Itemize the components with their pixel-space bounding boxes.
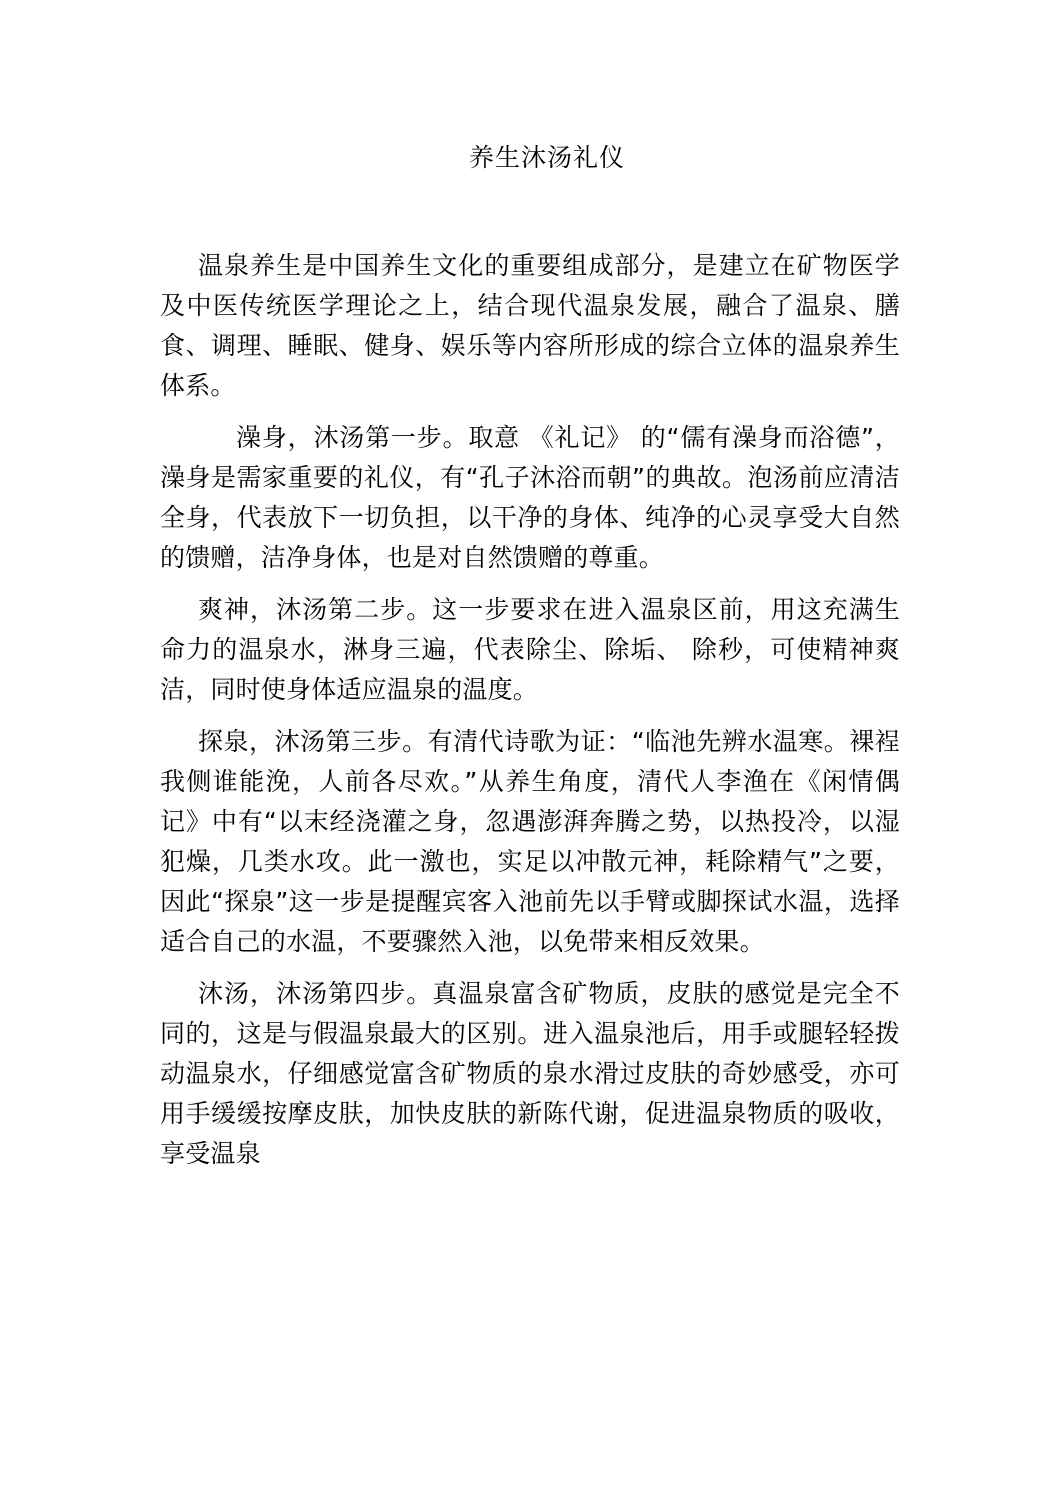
- paragraph-step-two: 爽神，沐汤第二步。这一步要求在进入温泉区前，用这充满生命力的温泉水，淋身三遍，代表除尘、除垢、 除秒，可使精神爽洁，同时使身体适应温泉的温度。: [160, 595, 900, 704]
- paragraph-step-three: 探泉，沐汤第三步。有清代诗歌为证：“临池先辨水温寒。裸裎我侧谁能浼，人前各尽欢。”从养生角度，清代人李渔在《闲情偶记》中有“以末经浇灌之身，忽遇澎湃奔腾之势，以热投冷，以湿犯燥，几类水攻。此一激也，实足以冲散元神，耗除精气”之要，因此“探泉”这一步是提醒宾客入池前先以手臂或脚探试水温，选择适合自己的水温，不要骤然入池，以免带来相反效果。: [160, 727, 900, 956]
- document-body: [160, 246, 900, 1186]
- paragraph-step-four: 沐汤，沐汤第四步。真温泉富含矿物质，皮肤的感觉是完全不同的，这是与假温泉最大的区别。进入温泉池后，用手或腿轻轻拨动温泉水，仔细感觉富含矿物质的泉水滑过皮肤的奇妙感受，亦可用手缓缓按摩皮肤，加快皮肤的新陈代谢，促进温泉物质的吸收，享受温泉: [160, 979, 900, 1168]
- document-title: 养生沐汤礼仪: [468, 143, 625, 172]
- paragraph-intro: 温泉养生是中国养生文化的重要组成部分，是建立在矿物医学及中医传统医学理论之上，结合现代温泉发展，融合了温泉、膳食、调理、睡眠、健身、娱乐等内容所形成的综合立体的温泉养生体系。: [160, 251, 900, 400]
- paragraph-step-one: 澡身，沐汤第一步。取意 《礼记》 的“儒有澡身而浴德”，澡身是需家重要的礼仪，有“孔子沐浴而朝”的典故。泡汤前应清洁全身，代表放下一切负担，以干净的身体、纯净的心灵享受大自然的馈赠，洁净身体，也是对自然馈赠的尊重。: [160, 423, 900, 572]
